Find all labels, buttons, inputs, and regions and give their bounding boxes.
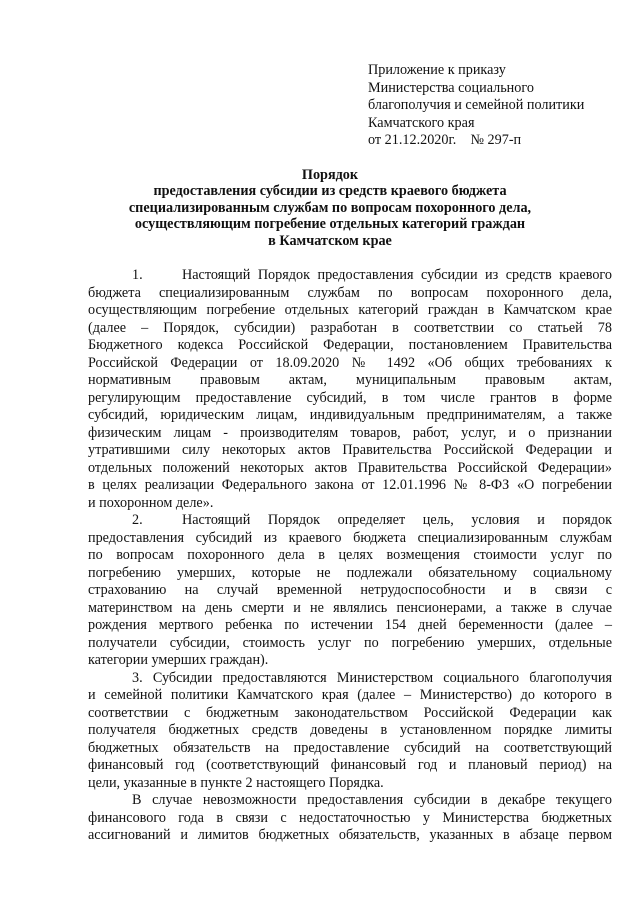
paragraph-line: В случае невозможности предоставления субсидии в декабре текущего [132,792,612,808]
appendix-line: благополучия и семейной политики [368,97,585,114]
document-title [100,167,560,249]
paragraph-line: соответствии с бюджетным законодательством Российской Федерации как [88,704,612,721]
paragraph-line: утратившими силу некоторых актов Правительства Российской Федерации и [88,442,612,458]
paragraph-line: страхованию на случай временной нетрудоспособности и в связи с [88,582,612,598]
paragraph-first-line-text: Настоящий Порядок определяет цель, условия и порядок [182,512,612,528]
paragraph-line: и похоронном деле». [88,494,214,511]
appendix-block [368,62,584,150]
title-line: специализированным службам по вопросам похоронного дела, [128,199,532,216]
paragraph-line: осуществляющим погребение отдельных категорий граждан в Камчатском крае [88,302,612,318]
document-body [88,267,612,845]
paragraph-number: 1. [132,267,143,283]
paragraph-line: субсидий, юридическим лицам, индивидуальным предпринимателям, а также [88,407,612,423]
paragraph-line: рождения мертвого ребенка по истечении 154 дней беременности (далее – [88,617,612,633]
title-line: в Камчатском крае [268,232,392,249]
paragraph-1 [88,267,612,512]
paragraph-line: бюджетных обязательств на предоставление субсидий на соответствующий [88,739,612,756]
paragraph-line: финансовый год (соответствующий финансовый год и плановый период) на [88,757,612,773]
title-line: предоставления субсидии из средств краевого бюджета [153,183,507,200]
paragraph-line: погребению умерших, которые не подлежали обязательному социальному [88,564,612,581]
paragraph-3 [88,670,612,793]
paragraph-line [88,267,612,285]
paragraph-line: материнством на день смерти и не являлись пенсионерами, а также в случае [88,599,612,616]
appendix-line: Приложение к приказу [368,62,506,78]
paragraph-line: цели, указанные в пункте 2 настоящего Порядка. [88,774,384,791]
paragraph-line: (далее – Порядок, субсидии) разработан в соответствии со статьей 78 [88,319,612,336]
paragraph-line: категории умерших граждан). [88,652,269,668]
paragraph-2 [88,512,612,670]
paragraph-4 [88,792,612,845]
paragraph-line: Бюджетного кодекса Российской Федерации, постановлением Правительства [88,337,612,353]
appendix-date-number: от 21.12.2020г. № 297-п [368,132,522,149]
appendix-line: Камчатского края [368,114,475,131]
paragraph-line: нормативным правовым актам, муниципальным правовым актам, [88,372,612,388]
paragraph-line: физическим лицам - производителям товаров, работ, услуг, и о признании [88,424,612,441]
paragraph-line [88,512,612,530]
paragraph-line: получатели субсидии, стоимость услуг по погребению умерших, отдельные [88,634,612,651]
paragraph-line: предоставления субсидий из краевого бюджета специализированным службам [88,529,612,546]
appendix-line: Министерства социального [368,79,534,96]
paragraph-line: и семейной политики Камчатского края (далее – Министерство) до которого в [88,687,612,703]
paragraph-line: Российской Федерации от 18.09.2020 № 1492 «Об общих требованиях к [88,354,612,371]
paragraph-first-line-text: Настоящий Порядок предоставления субсидии из средств краевого [182,267,612,283]
paragraph-line: ассигнований и лимитов бюджетных обязательств, указанных в абзаце первом [88,827,612,843]
paragraph-line: финансового года в связи с недостаточностью у Министерства бюджетных [88,809,612,826]
paragraph-line: получателя бюджетных средств доведены в установленном порядке лимиты [88,722,612,738]
title-line: осуществляющим погребение отдельных категорий граждан [134,216,526,233]
paragraph-line: в целях реализации Федерального закона от 12.01.1996 № 8-ФЗ «О погребении [88,477,612,493]
paragraph-line: отдельных положений некоторых актов Правительства Российской Федерации» [88,459,612,476]
paragraph-number: 2. [132,512,143,528]
paragraph-line: по вопросам похоронного дела в целях возмещения стоимости услуг по [88,547,612,563]
title-line: Порядок [301,167,359,183]
paragraph-line: 3. Субсидии предоставляются Министерством социального благополучия [132,669,612,686]
paragraph-line: регулирующим предоставление субсидий, в том числе грантов в форме [88,389,612,406]
paragraph-line: бюджета специализированным службам по вопросам похоронного дела, [88,284,612,301]
